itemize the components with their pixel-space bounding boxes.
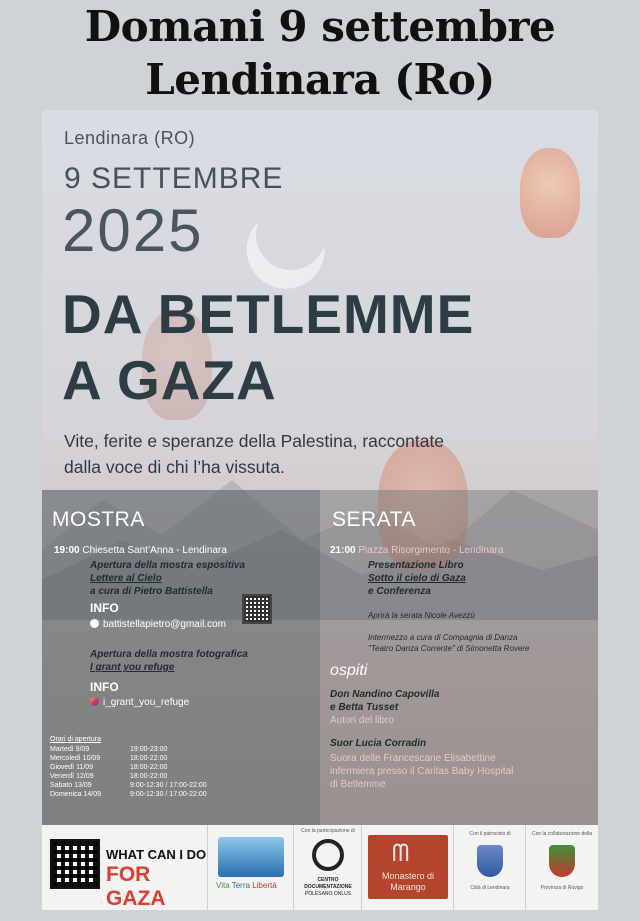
guest1-name-2: e Betta Tusset [330, 702, 399, 713]
serata-heading: SERATA [332, 508, 416, 531]
guest2-role1: Suora delle Francescane Elisabettine [330, 753, 496, 764]
monastero-text-1: Monastero di [381, 871, 435, 881]
wcig-logo [42, 825, 208, 910]
serata-interlude1: Intermezzo a cura di Compagnia di Danza [368, 633, 518, 642]
poster-date: 9 SETTEMBRE [64, 162, 284, 195]
mostra-opening1: Apertura della mostra espositiva [90, 560, 246, 571]
mostra-curator: a cura di Pietro Battistella [90, 586, 213, 597]
mostra-place: Chiesetta Sant’Anna - Lendinara [82, 545, 227, 556]
footer-logos [42, 825, 598, 910]
serata-interlude2: "Teatro Danza Corrente" di Simonetta Rovere [368, 644, 530, 653]
hours-day: Venerdì 12/09 [50, 773, 94, 780]
hours-title: Orari di apertura [50, 736, 101, 743]
serata-line3: e Conferenza [368, 586, 431, 597]
headline-date: Domani 9 settembre [84, 2, 556, 51]
serata-column [320, 490, 598, 825]
serata-place: Piazza Risorgimento - Lendinara [358, 545, 504, 556]
provincia-caption: Provincia di Rovigo [540, 885, 584, 891]
qr-code[interactable] [50, 839, 100, 889]
mostra-column [42, 490, 320, 825]
centro-emblem-icon [312, 839, 344, 871]
hours-time: 18:00-22:00 [130, 773, 168, 780]
hours-day: Martedì 9/09 [50, 746, 90, 753]
vtl-text [216, 881, 277, 890]
mostra-exhibit1: Lettere al Cielo [90, 573, 162, 584]
guest1-role: Autori del libro [330, 715, 394, 726]
serata-schedule [330, 545, 503, 556]
mostra-heading: MOSTRA [52, 508, 145, 531]
info-label-2: INFO [90, 680, 119, 694]
serata-line1: Presentazione Libro [368, 560, 464, 571]
hours-day: Giovedì 11/09 [50, 764, 94, 771]
centro-text-1: CENTRO [317, 877, 339, 883]
guests-heading: ospiti [330, 662, 368, 679]
guest1-name: Don Nandino Capovilla [330, 689, 440, 700]
hours-time: 9:00-12:30 / 17:00-22:00 [130, 782, 207, 789]
subtitle-line2: dalla voce di chi l’ha vissuta. [64, 457, 285, 477]
vita-word: Vita [216, 881, 230, 890]
partner-caption: Con la partecipazione di [301, 828, 355, 834]
mostra-email[interactable] [90, 619, 226, 630]
crescent-moon-illustration [246, 190, 336, 280]
collab-caption: Con la collaborazione della [531, 831, 593, 837]
email-text: battistellapietro@gmail.com [103, 619, 226, 630]
provincia-crest-icon [549, 845, 575, 877]
headline-city: Lendinara (Ro) [145, 55, 495, 104]
mostra-opening2: Apertura della mostra fotografica [90, 649, 248, 660]
poster-year: 2025 [62, 197, 204, 264]
hours-time: 18:00-22:00 [130, 764, 168, 771]
patrocinio-logo [454, 825, 526, 910]
instagram-icon [90, 697, 99, 706]
citta-caption: Città di Lendinara [470, 885, 510, 891]
subtitle-line1: Vite, ferite e speranze della Palestina, raccontate [64, 431, 445, 451]
liberta-word: Libertà [252, 881, 277, 890]
centro-text-2: DOCUMENTAZIONE [304, 884, 352, 890]
opening-hours [50, 736, 207, 799]
lendinara-crest-icon [477, 845, 503, 877]
poster-city: Lendinara (RO) [64, 128, 196, 148]
serata-time: 21:00 [330, 545, 356, 556]
monastero-text-2: Marango [390, 882, 426, 892]
patrocinio-caption: Con il patrocinio di [469, 831, 511, 837]
vita-terra-liberta-logo [208, 825, 294, 910]
monastero-logo [362, 825, 454, 910]
hours-day: Sabato 13/09 [50, 782, 92, 789]
centro-text-3: POLESANO ONLUS [304, 891, 352, 897]
instagram-text: i_grant_you_refuge [103, 697, 190, 708]
mostra-time: 19:00 [54, 545, 80, 556]
hours-time: 18:00-22:00 [130, 755, 168, 762]
hours-time: 9:00-12:30 / 17:00-22:00 [130, 791, 207, 798]
program-section [42, 490, 598, 825]
guest2-role2: infermiera presso il Caritas Baby Hospital [330, 766, 514, 777]
poster-title-line1: DA BETLEMME [62, 283, 475, 345]
lantern-illustration [520, 148, 580, 238]
wcig-text-1: WHAT CAN I DO [106, 847, 207, 862]
logo-image [218, 837, 284, 877]
mostra-schedule [54, 545, 227, 556]
centro-doc-logo [294, 825, 362, 910]
wcig-text-2: FOR GAZA [106, 863, 166, 910]
event-poster [42, 110, 598, 910]
guest2-role3: di Betlemme [330, 779, 386, 790]
qr-code-small[interactable] [242, 594, 272, 624]
mostra-exhibit2: I grant you refuge [90, 662, 175, 673]
info-label: INFO [90, 601, 119, 615]
hours-day: Mercoledì 10/09 [50, 755, 101, 762]
email-icon [90, 619, 99, 628]
serata-opens: Aprirà la serata Nicole Avezzù [368, 611, 475, 620]
poster-subtitle [64, 428, 584, 480]
provincia-logo [526, 825, 598, 910]
hours-day: Domenica 14/09 [50, 791, 101, 798]
terra-word: Terra [231, 881, 250, 890]
hours-time: 19:00-23:00 [130, 746, 168, 753]
poster-title-line2: A GAZA [62, 349, 277, 411]
serata-line2: Sotto il cielo di Gaza [368, 573, 466, 584]
mostra-instagram[interactable] [90, 697, 189, 708]
guest2-name: Suor Lucia Corradin [330, 738, 427, 749]
monastero-m-icon: ᗰ [392, 839, 410, 867]
